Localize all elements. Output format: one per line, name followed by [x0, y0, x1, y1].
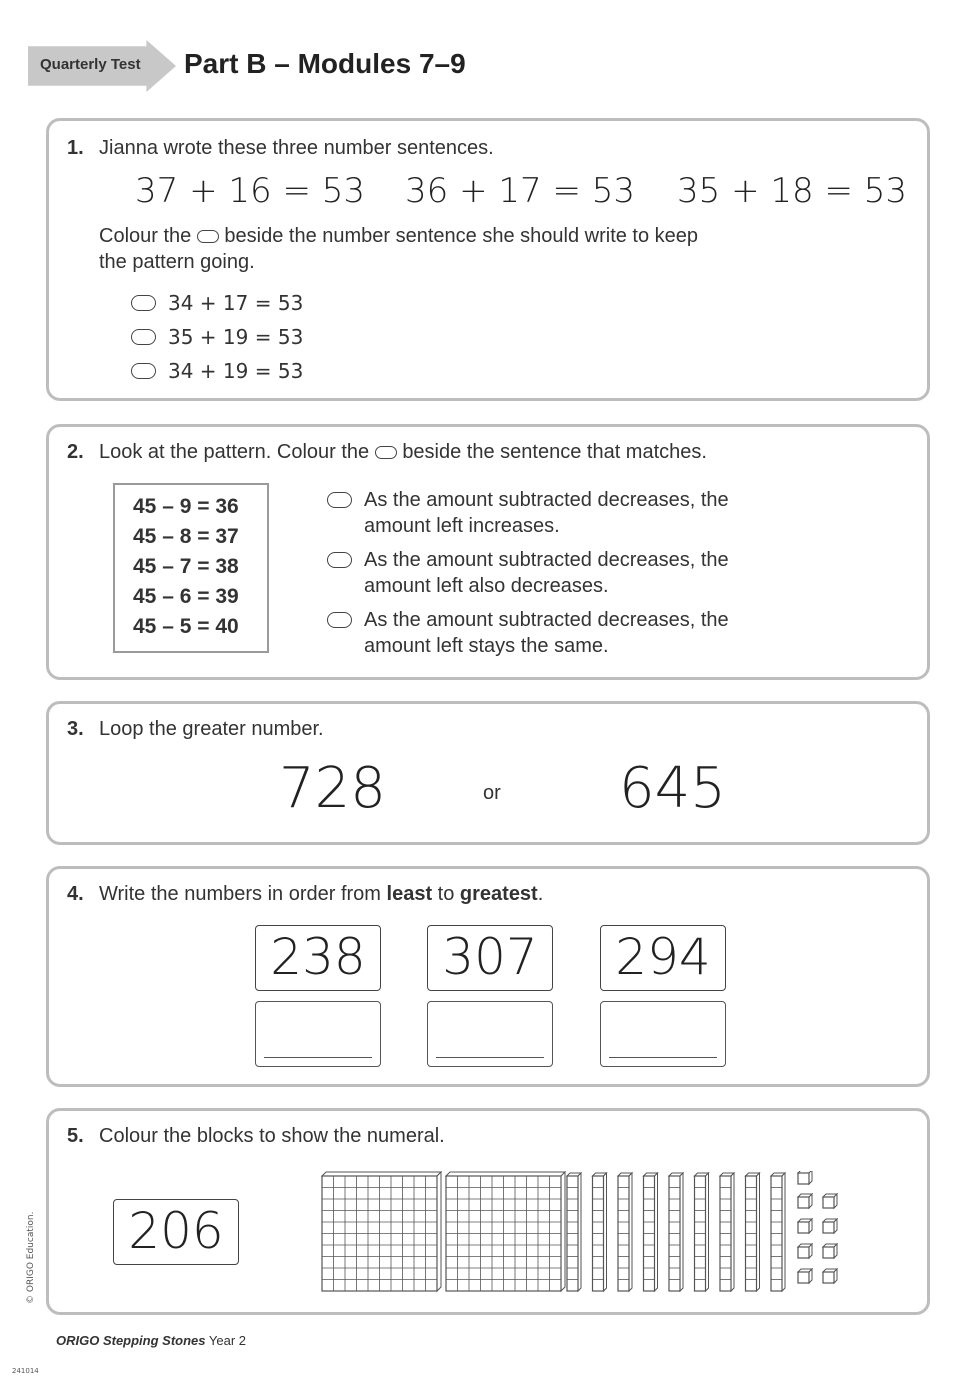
- question-1-panel: [46, 118, 930, 401]
- question-instruction: [99, 225, 698, 248]
- prompt-bold: greatest: [459, 883, 538, 905]
- ones-cube[interactable]: [798, 1269, 812, 1283]
- question-number: 3.: [67, 718, 84, 740]
- ones-cube[interactable]: [798, 1171, 812, 1184]
- question-prompt: [99, 441, 707, 464]
- oval-bubble-icon[interactable]: [327, 492, 352, 508]
- tens-rod[interactable]: [720, 1173, 734, 1291]
- number-to-loop[interactable]: 645: [619, 756, 726, 821]
- option-label: 35 + 19 = 53: [168, 325, 304, 349]
- choice-label: As the amount subtracted decreases, the amount left increases.: [364, 489, 729, 537]
- pattern-line: 45 – 8 = 37: [133, 525, 239, 548]
- oval-icon: [375, 446, 397, 459]
- tens-rod[interactable]: [593, 1173, 607, 1291]
- question-3-panel: [46, 701, 930, 845]
- ones-cube[interactable]: [823, 1219, 837, 1233]
- question-4-panel: [46, 866, 930, 1087]
- oval-bubble-icon[interactable]: [327, 552, 352, 568]
- ones-cube[interactable]: [823, 1269, 837, 1283]
- question-prompt: Colour the blocks to show the numeral.: [99, 1125, 445, 1147]
- option-row[interactable]: [131, 359, 303, 383]
- numeral-card: 206: [113, 1199, 239, 1265]
- answer-line: [609, 1057, 717, 1058]
- instruction-text: beside the number sentence she should write to keep: [224, 225, 699, 247]
- tens-rod[interactable]: [746, 1173, 760, 1291]
- oval-bubble-icon[interactable]: [131, 363, 156, 379]
- tens-rod[interactable]: [695, 1173, 709, 1291]
- base-ten-blocks: [317, 1171, 857, 1295]
- number-card: 238: [255, 925, 381, 991]
- choice-label: As the amount subtracted decreases, the amount left also decreases.: [364, 549, 729, 597]
- instruction-text: Colour the: [99, 225, 192, 247]
- answer-box[interactable]: [600, 1001, 726, 1067]
- ones-cube[interactable]: [798, 1244, 812, 1258]
- question-5-panel: [46, 1108, 930, 1315]
- number-card: 307: [427, 925, 553, 991]
- hundreds-flat[interactable]: [322, 1172, 441, 1291]
- quarterly-test-label: Quarterly Test: [40, 56, 141, 73]
- option-label: 34 + 19 = 53: [168, 359, 304, 383]
- prompt-text: Look at the pattern. Colour the: [99, 441, 370, 463]
- pattern-line: 45 – 7 = 38: [133, 555, 239, 578]
- oval-icon: [197, 230, 219, 243]
- ones-cube[interactable]: [798, 1219, 812, 1233]
- tens-rod[interactable]: [669, 1173, 683, 1291]
- ones-cube[interactable]: [823, 1194, 837, 1208]
- footer-code: 241014: [12, 1367, 39, 1375]
- ones-cube[interactable]: [823, 1244, 837, 1258]
- answer-box[interactable]: [427, 1001, 553, 1067]
- number-sentence: 36 + 17 = 53: [405, 171, 635, 211]
- tens-rod[interactable]: [771, 1173, 785, 1291]
- oval-bubble-icon[interactable]: [131, 329, 156, 345]
- question-number: 4.: [67, 883, 84, 905]
- answer-line: [436, 1057, 544, 1058]
- number-sentence: 37 + 16 = 53: [135, 171, 365, 211]
- number-sentence: 35 + 18 = 53: [677, 171, 907, 211]
- oval-bubble-icon[interactable]: [131, 295, 156, 311]
- hundreds-flat[interactable]: [446, 1172, 565, 1291]
- page-title: Part B – Modules 7–9: [184, 48, 466, 79]
- answer-line: [264, 1057, 372, 1058]
- ones-cube[interactable]: [798, 1194, 812, 1208]
- footer-brand: [56, 1333, 246, 1348]
- year-label: Year 2: [208, 1333, 247, 1348]
- prompt-text: Write the numbers in order from: [99, 883, 387, 905]
- answer-box[interactable]: [255, 1001, 381, 1067]
- option-row[interactable]: [131, 325, 303, 349]
- prompt-text: to: [432, 883, 460, 905]
- tens-rod[interactable]: [644, 1173, 658, 1291]
- prompt-bold: least: [386, 883, 433, 905]
- pattern-line: 45 – 6 = 39: [133, 585, 239, 608]
- question-prompt: Jianna wrote these three number sentences.: [99, 137, 494, 159]
- choice-label: As the amount subtracted decreases, the amount left stays the same.: [364, 609, 729, 657]
- tens-rod[interactable]: [618, 1173, 632, 1291]
- question-number: 5.: [67, 1125, 84, 1147]
- number-to-loop[interactable]: 728: [279, 756, 386, 821]
- instruction-line2: the pattern going.: [99, 251, 255, 273]
- number-card: 294: [600, 925, 726, 991]
- question-number: 1.: [67, 137, 84, 159]
- or-word: or: [483, 782, 501, 804]
- question-prompt: [99, 883, 543, 906]
- option-label: 34 + 17 = 53: [168, 291, 304, 315]
- pattern-box: [113, 483, 269, 653]
- prompt-text: .: [537, 883, 544, 905]
- question-2-panel: [46, 424, 930, 680]
- pattern-line: 45 – 9 = 36: [133, 495, 239, 518]
- tens-rod[interactable]: [567, 1173, 581, 1291]
- copyright-text: © ORIGO Education.: [26, 1211, 36, 1304]
- prompt-text: beside the sentence that matches.: [402, 441, 707, 463]
- oval-bubble-icon[interactable]: [327, 612, 352, 628]
- pattern-line: 45 – 5 = 40: [133, 615, 239, 638]
- question-number: 2.: [67, 441, 84, 463]
- brand-name: ORIGO Stepping Stones: [56, 1333, 206, 1348]
- question-prompt: Loop the greater number.: [99, 718, 324, 740]
- option-row[interactable]: [131, 291, 303, 315]
